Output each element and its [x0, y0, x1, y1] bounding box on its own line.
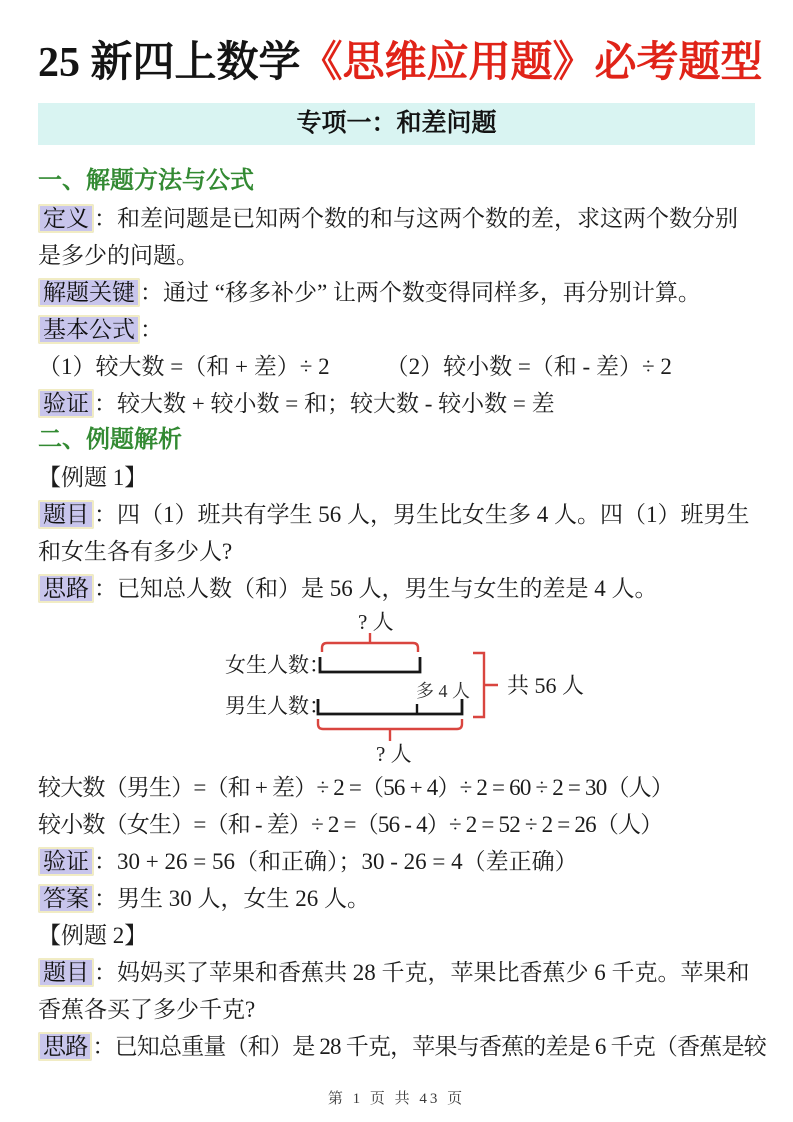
example1-question-text: ：四（1）班共有学生 56 人，男生比女生多 4 人。四（1）班男生和女生各有多少人?	[38, 501, 750, 564]
key-label: 解题关键	[38, 278, 140, 307]
top-brace-shape	[322, 643, 418, 652]
example2-question-text: ：妈妈买了苹果和香蕉共 28 千克，苹果比香蕉少 6 千克。苹果和香蕉各买了多少千克?	[38, 959, 750, 1022]
diagram-top-question-label: ? 人	[358, 609, 394, 634]
example1-answer-text: ：男生 30 人，女生 26 人。	[94, 885, 370, 911]
more-amount-label: 多 4 人	[416, 680, 470, 701]
title-highlight-red: 《思维应用题》必考题型	[300, 40, 763, 86]
example1-answer-paragraph	[38, 880, 755, 917]
example1-question-paragraph	[38, 496, 755, 570]
title-prefix: 25 新四上数学	[38, 40, 301, 86]
example1-verify-text: ：30 + 26 = 56（和正确）；30 - 26 = 4（差正确）	[94, 848, 578, 874]
girls-bar-shape	[320, 657, 420, 672]
formula-label: 基本公式	[38, 315, 140, 344]
key-paragraph	[38, 274, 755, 311]
boys-bar-shape	[318, 699, 462, 714]
example1-idea-label: 思路	[38, 574, 94, 603]
bar-model-svg	[180, 609, 610, 767]
formula-heading-paragraph	[38, 311, 755, 348]
definition-paragraph	[38, 200, 755, 274]
page-title	[38, 36, 763, 91]
method-verify-label: 验证	[38, 389, 94, 418]
example1-question-label: 题目	[38, 500, 94, 529]
bottom-brace-shape	[318, 719, 462, 729]
formula-row	[38, 348, 755, 385]
key-text: ：通过 “移多补少” 让两个数变得同样多，再分别计算。	[140, 279, 701, 305]
heading-examples: 二、例题解析	[38, 426, 182, 453]
example1-answer-label: 答案	[38, 884, 94, 913]
definition-label: 定义	[38, 204, 94, 233]
example2-idea-paragraph	[38, 1028, 766, 1065]
section-banner: 专项一：和差问题	[38, 103, 755, 145]
method-verify-paragraph	[38, 385, 755, 422]
formula-colon: ：	[140, 316, 163, 342]
example2-question-label: 题目	[38, 958, 94, 987]
example1-verify-label: 验证	[38, 847, 94, 876]
total-brace-shape	[473, 653, 498, 717]
example1-heading: 【例题 1】	[38, 464, 148, 490]
example1-idea-text: ：已知总人数（和）是 56 人，男生与女生的差是 4 人。	[94, 575, 658, 601]
example1-calc-smaller: 较小数（女生）=（和 - 差）÷ 2 =（56 - 4）÷ 2 = 52 ÷ 2 = 26（人）	[38, 811, 663, 837]
boys-row-label: 男生人数：	[225, 693, 330, 718]
bar-model-diagram	[180, 609, 755, 767]
example2-question-paragraph	[38, 954, 755, 1028]
example2-heading: 【例题 2】	[38, 922, 148, 948]
method-verify-text: ：较大数 + 较小数 = 和；较大数 - 较小数 = 差	[94, 390, 555, 416]
example2-idea-label: 思路	[38, 1032, 92, 1061]
formula-smaller: （2）较小数 =（和 - 差）÷ 2	[385, 353, 672, 379]
page-number-indicator: 第 1 页 共 43 页	[327, 1091, 466, 1107]
diagram-bottom-question-label: ? 人	[376, 741, 412, 766]
definition-text: ：和差问题是已知两个数的和与这两个数的差，求这两个数分别是多少的问题。	[38, 205, 738, 268]
example1-verify-paragraph	[38, 843, 755, 880]
example2-idea-text: ：已知总重量（和）是 28 千克，苹果与香蕉的差是 6 千克（香蕉是较	[92, 1033, 766, 1059]
heading-method: 一、解题方法与公式	[38, 167, 254, 194]
girls-row-label: 女生人数：	[225, 652, 330, 677]
total-label: 共 56 人	[507, 672, 585, 698]
example1-calc-larger: 较大数（男生）=（和 + 差）÷ 2 =（56 + 4）÷ 2 = 60 ÷ 2 = 30（人）	[38, 774, 674, 800]
formula-larger: （1）较大数 =（和 + 差）÷ 2	[38, 353, 330, 379]
example1-idea-paragraph	[38, 570, 755, 607]
